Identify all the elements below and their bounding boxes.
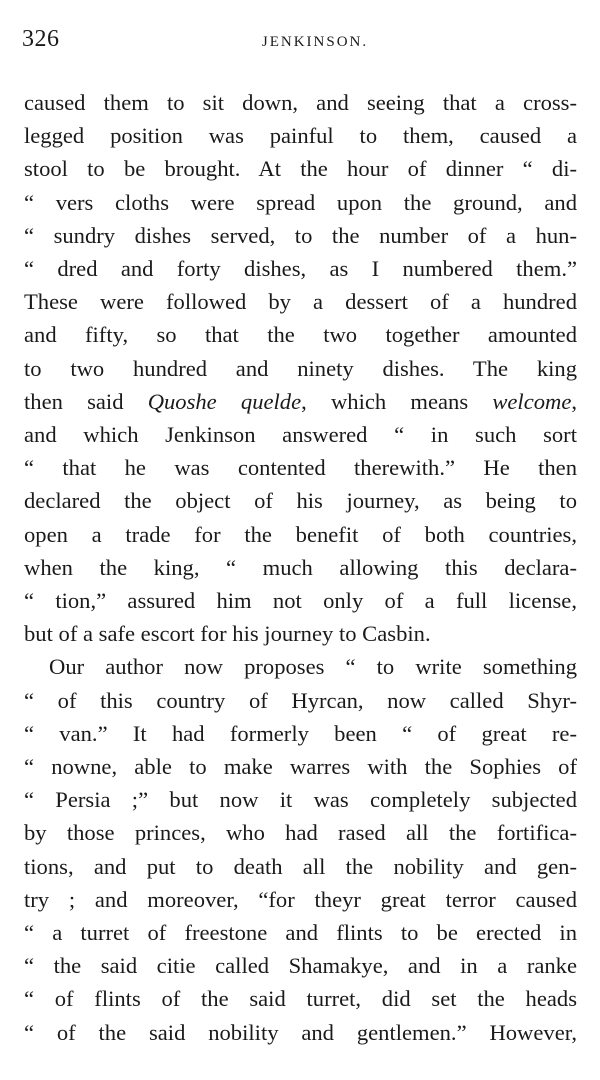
text-line xyxy=(24,949,577,982)
text-line xyxy=(24,883,577,916)
text-line xyxy=(24,484,577,517)
line-text: “ dred and forty dishes, as I numbered them.” xyxy=(24,256,577,282)
text-line xyxy=(24,750,577,783)
line-text: “ vers cloths were spread upon the ground, and xyxy=(24,189,577,215)
line-text: Our author now proposes “ to write something xyxy=(49,654,577,680)
line-text: “ of this country of Hyrcan, now called Shyr- xyxy=(24,687,577,713)
text-line xyxy=(24,451,577,484)
text-line xyxy=(24,518,577,551)
text-line xyxy=(24,186,577,219)
text-line xyxy=(24,850,577,883)
text-line xyxy=(24,252,577,285)
italic-phrase: welcome xyxy=(492,388,572,414)
text-line xyxy=(24,1016,577,1049)
line-text: try ; and moreover, “for theyr great terror caused xyxy=(24,886,577,912)
text-line xyxy=(24,816,577,849)
text-line xyxy=(24,584,577,617)
paragraph xyxy=(24,650,577,1048)
text-line xyxy=(24,551,577,584)
line-text: legged position was painful to them, caused a xyxy=(24,123,577,149)
text-line xyxy=(24,86,577,119)
text-line xyxy=(24,617,577,650)
text-line xyxy=(24,152,577,185)
line-text: and which Jenkinson answered “ in such sort xyxy=(24,422,577,448)
line-text: caused them to sit down, and seeing that a cross- xyxy=(24,90,577,115)
line-text: then said xyxy=(24,388,148,414)
body-text xyxy=(24,86,577,1049)
line-text: when the king, “ much allowing this declara- xyxy=(24,554,577,580)
line-text: “ sundry dishes served, to the number of a hun- xyxy=(24,222,577,248)
text-line xyxy=(24,982,577,1015)
line-text: tions, and put to death all the nobility and gen- xyxy=(24,853,577,879)
page-number: 326 xyxy=(22,26,60,52)
line-text: , xyxy=(571,388,578,414)
line-text: “ van.” It had formerly been “ of great re- xyxy=(24,720,577,746)
line-text: to two hundred and ninety dishes. The king xyxy=(24,355,577,381)
text-line xyxy=(24,119,577,152)
text-line xyxy=(24,352,577,385)
text-line xyxy=(24,285,577,318)
line-text: These were followed by a dessert of a hundred xyxy=(24,289,577,315)
text-line xyxy=(24,717,577,750)
line-text: “ Persia ;” but now it was completely subjected xyxy=(24,787,577,813)
running-head: JENKINSON. xyxy=(261,34,369,50)
line-text: and fifty, so that the two together amounted xyxy=(24,322,577,348)
text-line xyxy=(24,650,577,683)
line-text: declared the object of his journey, as being to xyxy=(24,488,577,514)
italic-phrase: Quoshe quelde xyxy=(147,388,302,414)
text-line xyxy=(24,783,577,816)
text-line xyxy=(24,916,577,949)
line-text: “ a turret of freestone and flints to be erected in xyxy=(24,920,577,946)
line-text: stool to be brought. At the hour of dinner “ di- xyxy=(24,156,577,182)
line-text: “ tion,” assured him not only of a full license, xyxy=(24,588,577,614)
line-text: open a trade for the benefit of both countries, xyxy=(24,521,577,547)
line-text: “ the said citie called Shamakye, and in a ranke xyxy=(24,953,577,979)
text-line xyxy=(24,385,577,418)
line-text: “ that he was contented therewith.” He then xyxy=(24,455,577,481)
line-text: “ nowne, able to make warres with the Sophies of xyxy=(24,754,577,780)
text-line xyxy=(24,684,577,717)
paragraph xyxy=(24,86,577,650)
text-line xyxy=(24,219,577,252)
line-text: , which means xyxy=(301,388,493,414)
line-text: by those princes, who had rased all the fortifica- xyxy=(24,820,577,846)
line-text: but of a safe escort for his journey to Casbin. xyxy=(24,621,431,647)
line-text: “ of the said nobility and gentlemen.” However, xyxy=(24,1019,577,1045)
text-line xyxy=(24,418,577,451)
text-line xyxy=(24,318,577,351)
line-text: “ of flints of the said turret, did set the heads xyxy=(24,986,577,1012)
page-header xyxy=(22,26,578,56)
